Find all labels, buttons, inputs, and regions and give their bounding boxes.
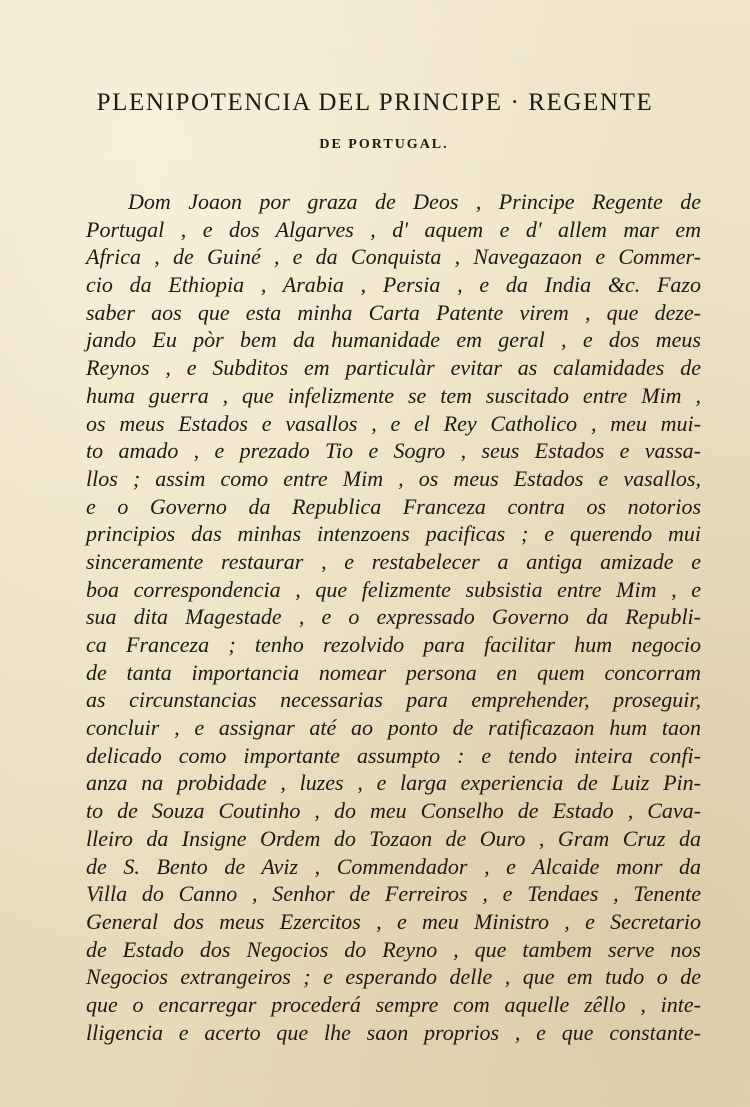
text-line: Negocios extrangeiros ; e esperando delle , que em tudo o de bbox=[86, 964, 701, 990]
text-line: Portugal , e dos Algarves , d' aquem e d' allem mar em bbox=[86, 216, 701, 242]
text-line: e o Governo da Republica Franceza contra os notorios bbox=[86, 493, 701, 519]
text-line: llos ; assim como entre Mim , os meus Estados e vasallos, bbox=[86, 465, 701, 491]
text-line: Reynos , e Subditos em particulàr evitar as calamidades de bbox=[86, 355, 701, 381]
text-line: os meus Estados e vasallos , e el Rey Catholico , meu mui- bbox=[86, 410, 701, 436]
text-line: que o encarregar procederá sempre com aquelle zêllo , inte- bbox=[86, 991, 701, 1017]
document-subtitle: DE PORTUGAL. bbox=[319, 137, 449, 152]
text-line: lleiro da Insigne Ordem do Tozaon de Ouro , Gram Cruz da bbox=[86, 825, 701, 851]
text-line: ca Franceza ; tenho rezolvido para facilitar hum negocio bbox=[86, 632, 701, 657]
text-line: General dos meus Ezercitos , e meu Ministro , e Secretario bbox=[86, 908, 701, 934]
text-line: lligencia e acerto que lhe saon proprios , e que constante- bbox=[86, 1019, 701, 1045]
document-body bbox=[86, 188, 701, 1046]
text-line: sua dita Magestade , e o expressado Governo da Republi- bbox=[86, 604, 701, 630]
text-line: to de Souza Coutinho , do meu Conselho de Estado , Cava- bbox=[86, 798, 701, 824]
text-line: as circunstancias necessarias para emprehender, proseguir, bbox=[86, 687, 701, 713]
text-line: huma guerra , que infelizmente se tem suscitado entre Mim , bbox=[86, 382, 701, 408]
text-line: saber aos que esta minha Carta Patente virem , que deze- bbox=[86, 299, 701, 325]
text-line: de Estado dos Negocios do Reyno , que tambem serve nos bbox=[86, 936, 701, 962]
text-line: sinceramente restaurar , e restabelecer a antiga amizade e bbox=[86, 548, 701, 574]
text-line: principios das minhas intenzoens pacificas ; e querendo mui bbox=[86, 521, 701, 547]
text-line: Africa , de Guiné , e da Conquista , Navegazaon e Commer- bbox=[86, 244, 701, 270]
text-line: jando Eu pòr bem da humanidade em geral , e dos meus bbox=[86, 327, 701, 353]
text-line: delicado como importante assumpto : e tendo inteira confi- bbox=[86, 742, 701, 768]
text-line: Villa do Canno , Senhor de Ferreiros , e Tendaes , Tenente bbox=[86, 881, 701, 907]
text-line: cio da Ethiopia , Arabia , Persia , e da India &c. Fazo bbox=[86, 272, 701, 298]
text-line: anza na probidade , luzes , e larga experiencia de Luiz Pin- bbox=[86, 770, 701, 796]
text-line: de tanta importancia nomear persona en quem concorram bbox=[86, 659, 701, 685]
text-line: de S. Bento de Aviz , Commendador , e Alcaide monr da bbox=[86, 853, 701, 879]
text-line: boa correspondencia , que felizmente subsistia entre Mim , e bbox=[86, 576, 701, 602]
text-line: to amado , e prezado Tio e Sogro , seus Estados e vassa- bbox=[86, 438, 701, 464]
document-title: PLENIPOTENCIA DEL PRINCIPE · REGENTE bbox=[96, 89, 654, 116]
text-line: concluir , e assignar até ao ponto de ratificazaon hum taon bbox=[86, 715, 701, 741]
text-line: Dom Joaon por graza de Deos , Principe Regente de bbox=[128, 189, 701, 214]
